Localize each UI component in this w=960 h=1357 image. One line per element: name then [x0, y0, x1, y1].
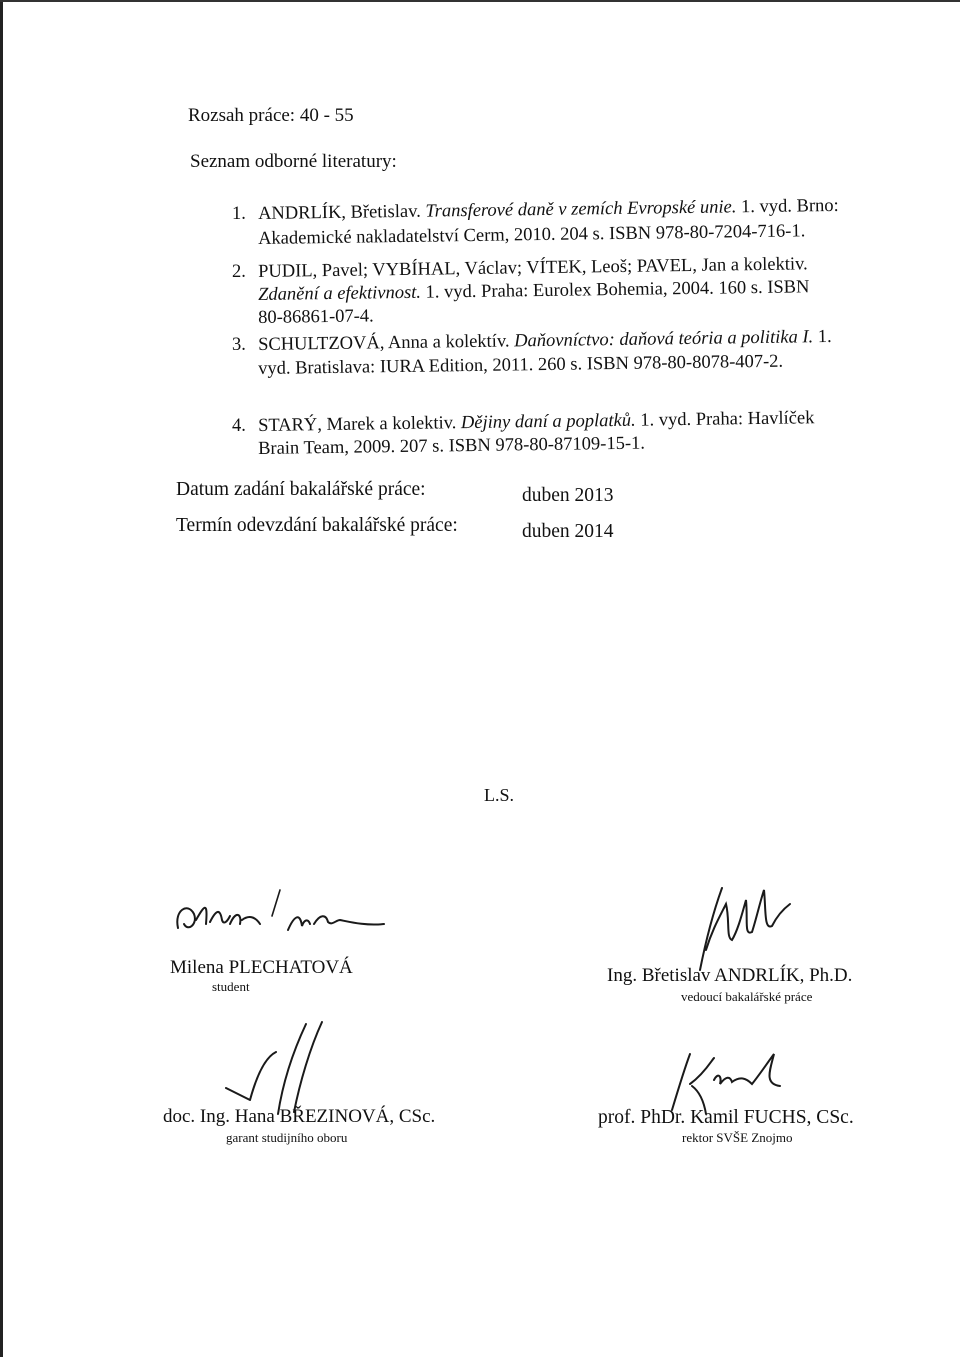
supervisor-name: Ing. Břetislav ANDRLÍK, Ph.D.	[607, 965, 853, 986]
reference-line	[258, 307, 374, 327]
guarantor-name: doc. Ing. Hana BŘEZINOVÁ, CSc.	[163, 1106, 436, 1127]
reference-text: Akademické nakladatelství Cerm, 2010. 204 s. ISBN 978-80-7204-716-1.	[257, 221, 806, 249]
reference-text: PUDIL, Pavel; VYBÍHAL, Václav; VÍTEK, Leoš; PAVEL, Jan a kolektiv.	[257, 254, 808, 282]
assignment-date-value: duben 2013	[522, 485, 614, 506]
reference-text: 1. vyd. Praha: Eurolex Bohemia, 2004. 160 s. ISBN	[420, 277, 810, 303]
deadline-date-label: Termín odevzdání bakalářské práce:	[176, 515, 458, 536]
reference-line	[258, 435, 645, 459]
reference-line	[258, 222, 805, 248]
rector-name: prof. PhDr. Kamil FUCHS, CSc.	[598, 1107, 854, 1128]
reference-number: 4.	[232, 416, 246, 436]
assignment-date-label: Datum zadání bakalářské práce:	[176, 479, 426, 500]
reference-title: Transferové daně v zemích Evropské unie.	[425, 197, 737, 222]
guarantor-role: garant studijního oboru	[226, 1130, 348, 1145]
reference-text: STARÝ, Marek a kolektiv.	[257, 413, 462, 436]
reference-line	[258, 409, 815, 435]
reference-title: Dějiny daní a poplatků.	[460, 410, 636, 434]
reference-text: 1. vyd. Praha: Havlíček	[635, 408, 815, 431]
supervisor-signature	[660, 880, 800, 975]
reference-number: 1.	[232, 204, 246, 224]
reference-line	[258, 278, 810, 304]
reference-text: vyd. Bratislava: IURA Edition, 2011. 260 s. ISBN 978-80-8078-407-2.	[257, 351, 784, 379]
reference-line	[258, 197, 839, 224]
reference-text: 80-86861-07-4.	[257, 306, 374, 328]
deadline-date-value: duben 2014	[522, 521, 614, 542]
rector-role: rektor SVŠE Znojmo	[682, 1130, 793, 1145]
scan-edge-left	[0, 0, 3, 1357]
reference-line	[258, 328, 832, 355]
seal-label: L.S.	[484, 785, 515, 805]
scan-edge-top	[0, 0, 960, 2]
scope-label: Rozsah práce: 40 - 55	[188, 105, 354, 126]
reference-title: Daňovníctvo: daňová teória a politika I.	[514, 327, 814, 352]
student-signature	[170, 880, 400, 950]
reference-text: Brain Team, 2009. 207 s. ISBN 978-80-87109-15-1.	[257, 433, 646, 459]
reference-title: Zdanění a efektivnost.	[257, 282, 422, 305]
student-role: student	[212, 979, 250, 994]
guarantor-signature	[220, 1018, 340, 1118]
supervisor-role: vedoucí bakalářské práce	[681, 989, 813, 1004]
reference-number: 3.	[232, 335, 246, 355]
reference-text: ANDRLÍK, Břetislav.	[257, 201, 426, 224]
reference-text: 1. vyd. Brno:	[736, 195, 839, 218]
student-name: Milena PLECHATOVÁ	[170, 957, 353, 978]
reference-number: 2.	[232, 262, 246, 282]
reference-line	[258, 353, 783, 379]
literature-heading: Seznam odborné literatury:	[190, 151, 397, 172]
reference-text: 1.	[813, 326, 832, 348]
reference-text: SCHULTZOVÁ, Anna a kolektív.	[257, 331, 515, 355]
